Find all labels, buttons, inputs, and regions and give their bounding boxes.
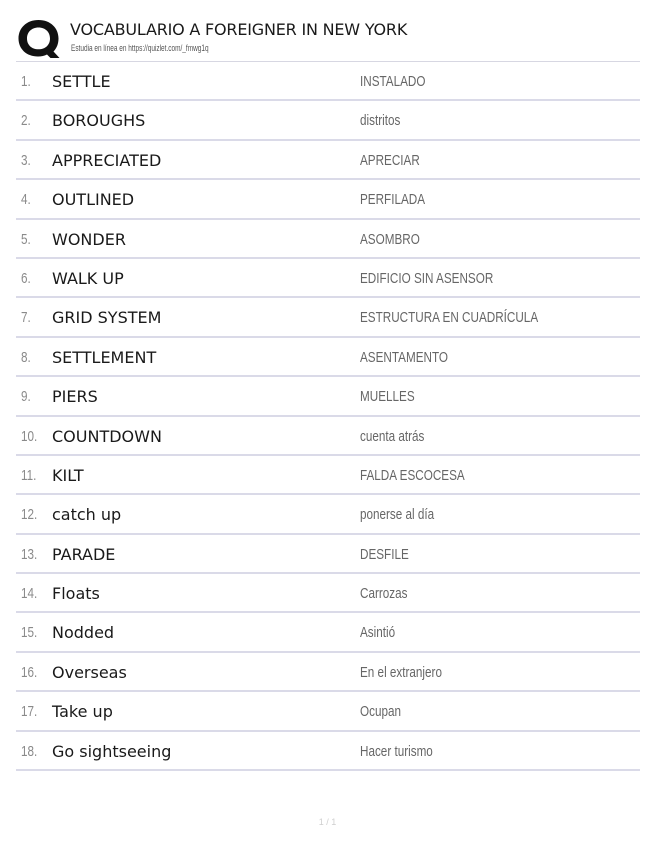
vocabulary-row [16,456,640,495]
term-text: SETTLEMENT [52,347,157,367]
vocabulary-row [16,259,640,298]
row-number: 11. [21,466,37,484]
term-text: OUTLINED [52,190,135,210]
definition-text: APRECIAR [360,151,420,169]
document-subtitle: Estudia en línea en https://quizlet.com/_fmwg1q [71,43,209,53]
term-text: WALK UP [52,268,124,288]
definition-text: Carrozas [360,585,408,603]
row-number: 15. [21,624,38,642]
definition-text: ASENTAMENTO [360,348,448,366]
vocabulary-row [16,298,640,337]
term-text: APPRECIATED [52,150,162,170]
term-text: COUNTDOWN [52,426,162,446]
row-number: 1. [21,73,31,90]
term-text: Floats [52,584,100,604]
vocabulary-row [16,377,640,416]
vocabulary-row [16,574,640,613]
definition-text: FALDA ESCOCESA [360,466,465,484]
row-number: 7. [21,309,31,327]
term-text: catch up [52,505,122,525]
definition-text: DESFILE [360,545,409,563]
row-number: 14. [21,585,38,603]
term-text: SETTLE [52,72,111,91]
vocabulary-row [16,417,640,456]
definition-text: MUELLES [360,388,415,406]
row-number: 3. [21,151,31,169]
vocabulary-row [16,101,640,140]
definition-text: INSTALADO [360,73,426,90]
row-number: 8. [21,348,31,366]
definition-text: ESTRUCTURA EN CUADRÍCULA [360,309,539,327]
row-number: 10. [21,427,38,445]
definition-text: Hacer turismo [360,742,433,760]
definition-text: ASOMBRO [360,230,420,248]
definition-text: cuenta atrás [360,427,425,445]
row-number: 2. [21,112,31,130]
vocabulary-row [16,62,640,101]
term-text: Nodded [52,623,115,643]
vocabulary-row [16,732,640,771]
row-number: 17. [21,703,38,721]
row-number: 16. [21,663,38,681]
vocabulary-row [16,613,640,652]
vocabulary-row [16,535,640,574]
row-number: 9. [21,388,31,406]
document-title: VOCABULARIO A FOREIGNER IN NEW YORK [70,20,408,39]
row-number: 13. [21,545,38,563]
vocabulary-row [16,653,640,692]
row-number: 5. [21,230,31,248]
row-number: 6. [21,269,31,287]
definition-text: ponerse al día [360,506,435,524]
definition-text: En el extranjero [360,663,442,681]
definition-text: EDIFICIO SIN ASENSOR [360,269,494,287]
row-number: 18. [21,742,38,760]
page-number: 1 / 1 [318,817,337,827]
term-text: BOROUGHS [52,111,146,131]
term-text: Take up [52,702,113,722]
vocabulary-row [16,495,640,534]
definition-text: Ocupan [360,703,401,721]
vocabulary-row [16,338,640,377]
quizlet-logo-icon [17,18,60,58]
document-header [17,16,639,58]
term-text: PIERS [52,387,98,407]
term-text: WONDER [52,229,126,249]
term-text: GRID SYSTEM [52,308,162,328]
vocabulary-row [16,141,640,180]
row-number: 12. [21,506,38,524]
vocabulary-row [16,220,640,259]
vocabulary-row [16,180,640,219]
definition-text: Asintió [360,624,396,642]
term-text: Overseas [52,662,127,682]
term-text: PARADE [52,544,116,564]
definition-text: distritos [360,112,401,130]
definition-text: PERFILADA [360,191,426,209]
term-text: Go sightseeing [52,741,172,761]
term-text: KILT [52,465,84,485]
vocabulary-row [16,692,640,731]
row-number: 4. [21,191,31,209]
vocabulary-list [16,61,640,771]
